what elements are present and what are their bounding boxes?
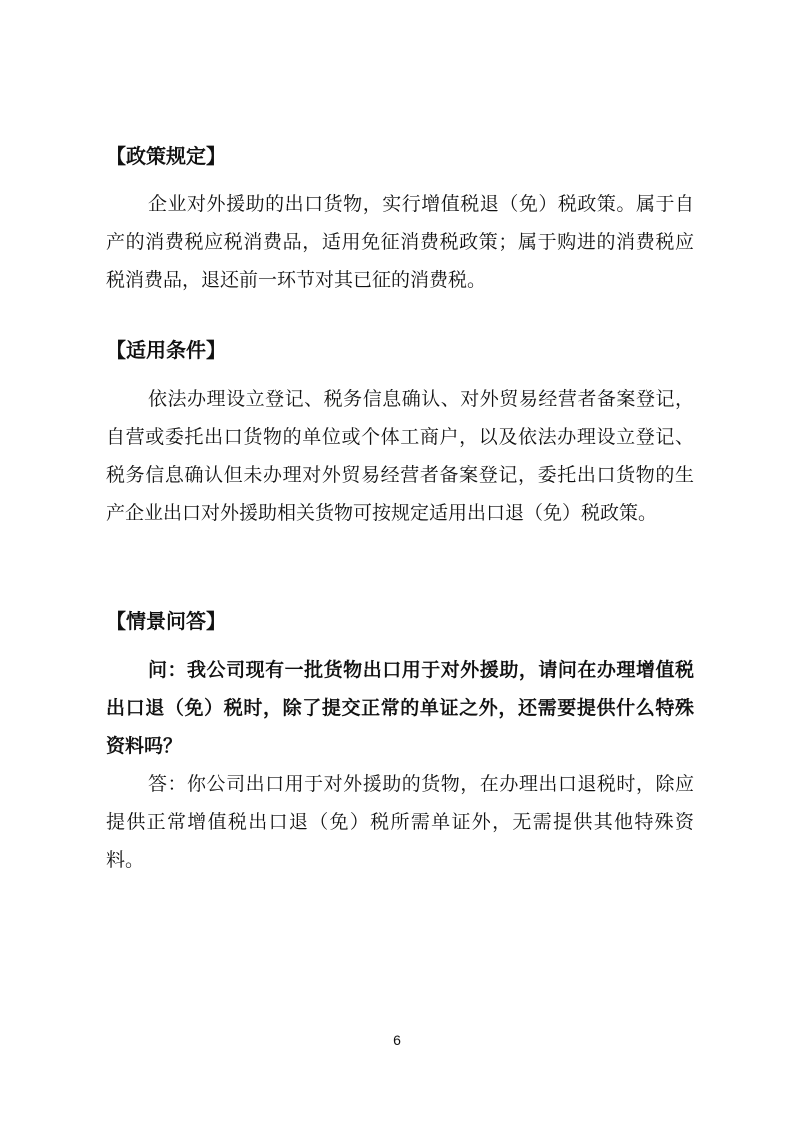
qa-heading: 【情景问答】 (106, 609, 226, 633)
conditions-paragraph: 依法办理设立登记、税务信息确认、对外贸易经营者备案登记，自营或委托出口货物的单位或个体工商户，以及依法办理设立登记、税务信息确认但未办理对外贸易经营者备案登记，委托出口货物的生产企业出口对外援助相关货物可按规定适用出口退（免）税政策。 (106, 388, 694, 524)
conditions-heading: 【适用条件】 (106, 338, 226, 362)
page-number: 6 (393, 1032, 401, 1048)
policy-paragraph: 企业对外援助的出口货物，实行增值税退（免）税政策。属于自产的消费税应税消费品，适用免征消费税政策；属于购进的消费税应税消费品，退还前一环节对其已征的消费税。 (106, 193, 694, 291)
policy-heading: 【政策规定】 (106, 144, 226, 168)
qa-question: 问：我公司现有一批货物出口用于对外援助，请问在办理增值税出口退（免）税时，除了提交正常的单证之外，还需要提供什么特殊资料吗？ (106, 659, 694, 757)
qa-answer: 答：你公司出口用于对外援助的货物，在办理出口退税时，除应提供正常增值税出口退（免）税所需单证外，无需提供其他特殊资料。 (106, 773, 694, 871)
